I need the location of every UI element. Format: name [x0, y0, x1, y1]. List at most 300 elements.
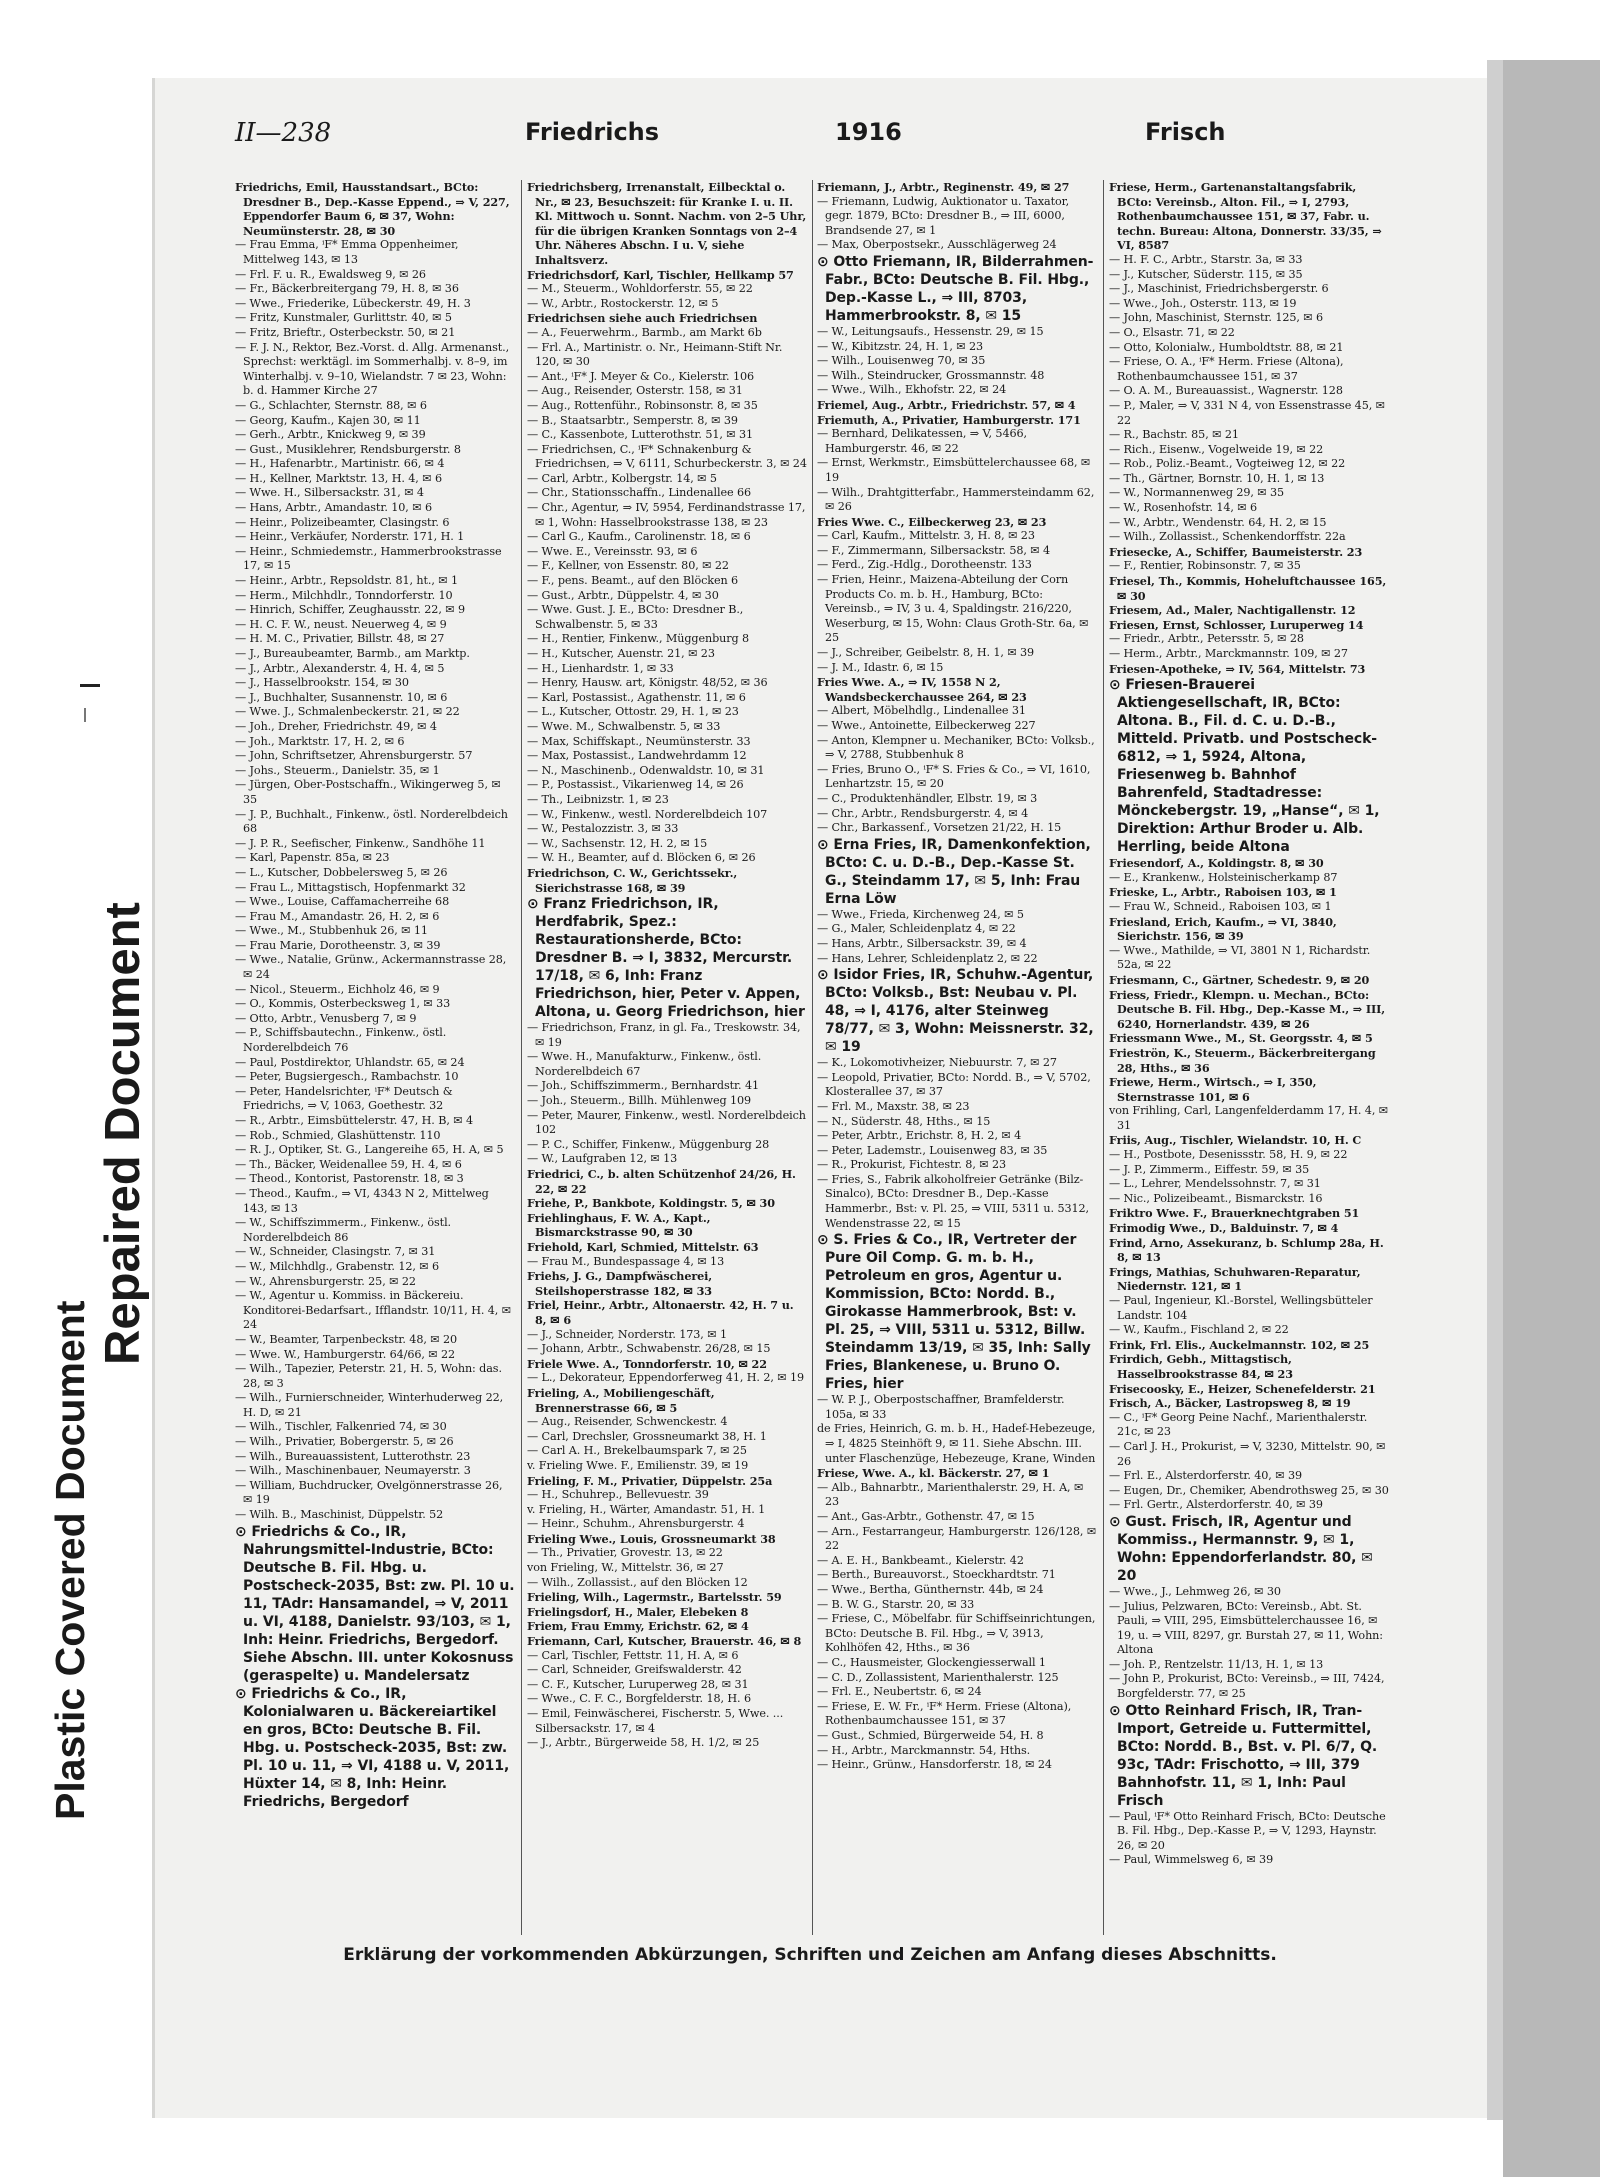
page-number: II—238	[235, 118, 332, 148]
directory-entry: — W., Schiffszimmerm., Finkenw., östl. Norderelbdeich 86	[235, 1216, 451, 1244]
directory-entry: Friemuth, A., Privatier, Hamburgerstr. 171	[817, 412, 1081, 427]
directory-entry: Friedrichsberg, Irrenanstalt, Eilbecktal o. Nr., ✉ 23, Besuchszeit: für Kranke I. u. II. Kl. Mittwoch u. Sonnt. Nachm. von 2–5 Uhr, für die übrigen Kranken Sonntags von 2–4 Uhr. Näheres Abschn. I u. V, siehe Inhaltsverz.	[527, 180, 807, 267]
directory-entry: — W., Arbtr., Wendenstr. 64, H. 2, ✉ 15	[1109, 515, 1327, 529]
directory-entry: — P., Postassist., Vikarienweg 14, ✉ 26	[527, 778, 744, 792]
directory-entry: — A. E. H., Bankbeamt., Kielerstr. 42	[817, 1553, 1024, 1567]
directory-entry: — R. J., Optiker, St. G., Langereihe 65, H. A, ✉ 5	[235, 1143, 504, 1157]
directory-entry: — G., Maler, Schleidenplatz 4, ✉ 22	[817, 922, 1016, 936]
directory-entry: — W., Laufgraben 12, ✉ 13	[527, 1152, 678, 1166]
directory-entry: — Wwe. M., Schwalbenstr. 5, ✉ 33	[527, 719, 721, 733]
directory-column-3	[817, 180, 1097, 1935]
directory-entry: — C. F., Kutscher, Luruperweg 28, ✉ 31	[527, 1677, 749, 1691]
directory-entry: — Max, Postassist., Landwehrdamm 12	[527, 749, 747, 763]
directory-entry: Friemann, Carl, Kutscher, Brauerstr. 46, ✉ 8	[527, 1634, 802, 1649]
directory-entry: Friedrichs, Emil, Hausstandsart., BCto: Dresdner B., Dep.-Kasse Eppend., ⇒ V, 227, Eppendorfer Baum 6, ✉ 37, Wohn: Neumünsterstr. 28, ✉ 30	[235, 180, 510, 238]
directory-entry: — Carl, Arbtr., Kolbergstr. 14, ✉ 5	[527, 471, 717, 485]
directory-entry: — J. P., Zimmerm., Eiffestr. 59, ✉ 35	[1109, 1162, 1310, 1176]
directory-entry: — J., Schneider, Norderstr. 173, ✉ 1	[527, 1327, 727, 1341]
directory-entry: — Wwe., C. F. C., Borgfelderstr. 18, H. 6	[527, 1692, 751, 1706]
directory-entry: Friehs, J. G., Dampfwäscherei, Steilshoperstrasse 182, ✉ 33	[527, 1269, 713, 1298]
directory-entry: — Anton, Klempner u. Mechaniker, BCto: Volksb., ⇒ V, 2788, Stubbenhuk 8	[817, 733, 1095, 762]
directory-entry: Friessmann Wwe., M., St. Georgsstr. 4, ✉ 5	[1109, 1031, 1373, 1046]
directory-entry: — H., Kellner, Marktstr. 13, H. 4, ✉ 6	[235, 471, 442, 485]
directory-entry: Frimodig Wwe., D., Balduinstr. 7, ✉ 4	[1109, 1221, 1339, 1236]
directory-entry: — Ant., Gas-Arbtr., Gothenstr. 47, ✉ 15	[817, 1510, 1035, 1523]
directory-entry: — Ferd., Zig.-Hdlg., Dorotheenstr. 133	[817, 558, 1032, 572]
directory-entry: — Gust., Musiklehrer, Rendsburgerstr. 8	[235, 442, 461, 456]
directory-entry: — W., Ahrensburgerstr. 25, ✉ 22	[235, 1274, 416, 1288]
directory-entry: — J., Schreiber, Geibelstr. 8, H. 1, ✉ 39	[817, 646, 1035, 660]
directory-entry: — Carl, Tischler, Fettstr. 11, H. A, ✉ 6	[527, 1648, 739, 1662]
directory-entry: — Th., Bäcker, Weidenallee 59, H. 4, ✉ 6	[235, 1157, 462, 1171]
directory-entry: — Gust., Arbtr., Düppelstr. 4, ✉ 30	[527, 588, 719, 602]
directory-entry: — K., Lokomotivheizer, Niebuurstr. 7, ✉ 27	[817, 1056, 1057, 1070]
directory-entry: — Joh., Marktstr. 17, H. 2, ✉ 6	[235, 734, 405, 748]
directory-entry: — Chr., Arbtr., Rendsburgerstr. 4, ✉ 4	[817, 806, 1029, 820]
directory-entry: — W., Sachsenstr. 12, H. 2, ✉ 15	[527, 836, 708, 850]
directory-entry: — J., Arbtr., Bürgerweide 58, H. 1/2, ✉ 25	[527, 1736, 760, 1750]
directory-entry: — Frien, Heinr., Maizena-Abteilung der Corn Products Co. m. b. H., Hamburg, BCto: Vereinsb., ⇒ IV, 3 u. 4, Spaldingstr. 216/220, Weserburg, ✉ 15, Wohn: Claus Groth-Str. 6a, ✉ 25	[817, 573, 1089, 645]
directory-entry: — Chr., Stationsschaffn., Lindenallee 66	[527, 486, 751, 500]
directory-entry: ⊙ Otto Reinhard Frisch, IR, Tran-Import, Getreide u. Futtermittel, BCto: Nordd. B., Bst. v. Pl. 6/7, Q. 93c, TAdr: Frischotto, ⇒ III, 379 Bahnhofstr. 11, ✉ 1, Inh: Paul Frisch	[1109, 1702, 1378, 1809]
directory-entry: Frisch, A., Bäcker, Lastropsweg 8, ✉ 19	[1109, 1396, 1351, 1411]
directory-entry: ⊙ S. Fries & Co., IR, Vertreter der Pure Oil Comp. G. m. b. H., Petroleum en gros, Agentur u. Kommission, BCto: Nordd. B., Girokasse Hammerbrook, Bst: v. Pl. 25, ⇒ VIII, 5311 u. 5312, Billw. Steindamm 13/19, ✉ 35, Inh: Sally Fries, Blankenese, u. Bruno O. Fries, hier	[817, 1232, 1091, 1393]
directory-entry: — P., Maler, ⇒ V, 331 N 4, von Essenstrasse 45, ✉ 22	[1109, 398, 1385, 427]
directory-entry: — W., Schneider, Clasingstr. 7, ✉ 31	[235, 1245, 436, 1259]
directory-entry: — Carl A. H., Brekelbaumspark 7, ✉ 25	[527, 1444, 747, 1458]
directory-entry: — Leopold, Privatier, BCto: Nordd. B., ⇒ V, 5702, Klosterallee 37, ✉ 37	[817, 1070, 1091, 1099]
directory-entry: Friedrichsdorf, Karl, Tischler, Hellkamp 57	[527, 267, 794, 282]
directory-entry: — O. A. M., Bureauassist., Wagnerstr. 128	[1109, 384, 1343, 398]
directory-entry: — Frl. M., Maxstr. 38, ✉ 23	[817, 1099, 970, 1113]
directory-entry: — Theod., Kaufm., ⇒ VI, 4343 N 2, Mittelweg 143, ✉ 13	[235, 1186, 489, 1215]
directory-entry: — H., Postbote, Desenissstr. 58, H. 9, ✉ 22	[1109, 1148, 1348, 1162]
directory-entry: Friess, Friedr., Klempn. u. Mechan., BCto: Deutsche B. Fil. Hbg., Dep.-Kasse M., ⇒ III, 6240, Hornerlandstr. 439, ✉ 26	[1109, 987, 1386, 1031]
directory-entry: — J., Arbtr., Alexanderstr. 4, H. 4, ✉ 5	[235, 661, 445, 675]
directory-entry: — O., Elsastr. 71, ✉ 22	[1109, 325, 1235, 339]
directory-entry: Friemann, J., Arbtr., Reginenstr. 49, ✉ 27	[817, 180, 1070, 194]
directory-entry: — Th., Privatier, Grovestr. 13, ✉ 22	[527, 1546, 723, 1560]
directory-entry: — H. C. F. W., neust. Neuerweg 4, ✉ 9	[235, 617, 447, 631]
directory-entry: — Carl J. H., Prokurist, ⇒ V, 3230, Mittelstr. 90, ✉ 26	[1109, 1439, 1386, 1468]
directory-entry: — H., Hafenarbtr., Martinistr. 66, ✉ 4	[235, 457, 445, 471]
directory-entry: ⊙ Gust. Frisch, IR, Agentur und Kommiss., Hermannstr. 9, ✉ 1, Wohn: Eppendorferlandstr. 80, ✉ 20	[1109, 1513, 1373, 1584]
directory-entry: Friedrichsen siehe auch Friedrichsen	[527, 311, 758, 326]
directory-entry: — Karl, Papenstr. 85a, ✉ 23	[235, 851, 390, 865]
directory-entry: — Friedrichson, Franz, in gl. Fa., Treskowstr. 34, ✉ 19	[527, 1021, 801, 1049]
directory-entry: — Wwe. Gust. J. E., BCto: Dresdner B., Schwalbenstr. 5, ✉ 33	[527, 603, 744, 631]
directory-entry: — Wilh., Privatier, Bobergerstr. 5, ✉ 26	[235, 1435, 454, 1449]
directory-entry: Frieströn, K., Steuerm., Bäckerbreitergang 28, Hths., ✉ 36	[1109, 1045, 1376, 1075]
directory-entry: — John, Schriftsetzer, Ahrensburgerstr. 57	[235, 749, 473, 763]
directory-entry: — Wilh., Furnierschneider, Winterhuderweg 22, H. D, ✉ 21	[235, 1391, 504, 1419]
directory-entry: — Gerh., Arbtr., Knickweg 9, ✉ 39	[235, 428, 426, 442]
directory-entry: Friesen-Apotheke, ⇒ IV, 564, Mittelstr. 73	[1109, 661, 1366, 676]
directory-entry: — W., Kibitzstr. 24, H. 1, ✉ 23	[817, 339, 983, 353]
directory-entry: Friel, Heinr., Arbtr., Altonaerstr. 42, H. 7 u. 8, ✉ 6	[527, 1298, 794, 1327]
directory-entry: — H., Lienhardstr. 1, ✉ 33	[527, 661, 674, 675]
running-header	[235, 118, 1275, 162]
directory-entry: — Emil, Feinwäscherei, Fischerstr. 5, Wwe. ... Silbersackstr. 17, ✉ 4	[527, 1707, 784, 1735]
directory-entry: — Rob., Poliz.-Beamt., Vogteiweg 12, ✉ 22	[1109, 457, 1346, 471]
directory-entry: — W., Pestalozzistr. 3, ✉ 33	[527, 822, 679, 836]
directory-entry: — J., Kutscher, Süderstr. 115, ✉ 35	[1109, 267, 1303, 281]
directory-entry: — Frau Emma, ⁱF* Emma Oppenheimer, Mittelweg 143, ✉ 13	[235, 238, 459, 266]
directory-entry: — Wilh., Maschinenbauer, Neumayerstr. 3	[235, 1464, 471, 1478]
directory-entry: — Otto, Kolonialw., Humboldtstr. 88, ✉ 21	[1109, 340, 1344, 354]
directory-entry: — Joh. P., Rentzelstr. 11/13, H. 1, ✉ 13	[1109, 1657, 1324, 1671]
directory-entry: — F., Zimmermann, Silbersackstr. 58, ✉ 4	[817, 543, 1051, 557]
directory-entry: — Rich., Eisenw., Vogelweide 19, ✉ 22	[1109, 442, 1324, 456]
directory-entry: — Arn., Festarrangeur, Hamburgerstr. 126/128, ✉ 22	[817, 1524, 1097, 1553]
directory-entry: — Paul, Wimmelsweg 6, ✉ 39	[1109, 1853, 1274, 1867]
directory-entry: — Nic., Polizeibeamt., Bismarckstr. 16	[1109, 1191, 1323, 1205]
directory-entry: Frisecoosky, E., Heizer, Schenefelderstr. 21	[1109, 1381, 1376, 1396]
directory-entry: — Frl. A., Martinistr. o. Nr., Heimann-Stift Nr. 120, ✉ 30	[527, 340, 783, 369]
directory-entry: — R., Prokurist, Fichtestr. 8, ✉ 23	[817, 1158, 1006, 1172]
directory-entry: — Heinr., Arbtr., Repsoldstr. 81, ht., ✉ 1	[235, 574, 459, 588]
directory-entry: — Wilh., Louisenweg 70, ✉ 35	[817, 354, 986, 368]
directory-entry: Friesecke, A., Schiffer, Baumeisterstr. 23	[1109, 544, 1363, 559]
directory-entry: — E., Krankenw., Holsteinischerkamp 87	[1109, 870, 1338, 884]
directory-entry: — Otto, Arbtr., Venusberg 7, ✉ 9	[235, 1011, 417, 1025]
directory-entry: — Herm., Milchhdlr., Tonndorferstr. 10	[235, 588, 453, 602]
abbreviations-note: Erklärung der vorkommenden Abkürzungen, Schriften und Zeichen am Anfang dieses Abschnitts.	[343, 1945, 1277, 1965]
directory-entry: Frieling, A., Mobiliengeschäft, Brennerstrasse 66, ✉ 5	[527, 1385, 715, 1415]
directory-entry: — W., Kaufm., Fischland 2, ✉ 22	[1109, 1323, 1289, 1337]
directory-entry: — Wwe., Frieda, Kirchenweg 24, ✉ 5	[817, 907, 1024, 921]
directory-entry: Frieling, Wilh., Lagermstr., Bartelsstr. 59	[527, 1590, 782, 1605]
directory-entry: — Heinr., Polizeibeamter, Clasingstr. 6	[235, 515, 450, 529]
directory-entry: — Ant., ⁱF* J. Meyer & Co., Kielerstr. 106	[527, 369, 755, 383]
directory-entry: — Wilh., Zollassist., auf den Blöcken 12	[527, 1575, 748, 1589]
directory-entry: — C., Kassenbote, Lutterothstr. 51, ✉ 31	[527, 428, 754, 442]
directory-entry: — Wwe., M., Stubbenhuk 26, ✉ 11	[235, 924, 428, 938]
directory-entry: — Heinr., Schmiedemstr., Hammerbrookstrasse 17, ✉ 15	[235, 544, 502, 573]
directory-entry: — Frau L., Mittagstisch, Hopfenmarkt 32	[235, 880, 466, 894]
directory-entry: v. Frieling, H., Wärter, Amandastr. 51, H. 1	[527, 1502, 766, 1516]
directory-entry: — John P., Prokurist, BCto: Vereinsb., ⇒ III, 7424, Borgfelderstr. 77, ✉ 25	[1109, 1672, 1385, 1701]
repaired-document-label: Repaired Document	[96, 902, 150, 1365]
directory-entry: — W., Leitungsaufs., Hessenstr. 29, ✉ 15	[817, 324, 1044, 338]
directory-entry: — Georg, Kaufm., Kajen 30, ✉ 11	[235, 413, 421, 427]
directory-entry: — J., Maschinist, Friedrichsbergerstr. 6	[1109, 282, 1329, 296]
directory-entry: — Chr., Barkassenf., Vorsetzen 21/22, H. 15	[817, 821, 1062, 835]
directory-entry: — Friedrichsen, C., ⁱF* Schnakenburg & Friedrichsen, ⇒ V, 6111, Schurbeckerstr. 3, ✉ 24	[527, 442, 807, 471]
directory-entry: — A., Feuerwehrm., Barmb., am Markt 6b	[527, 325, 762, 339]
directory-entry: ⊙ Friesen-Brauerei Aktiengesellschaft, IR, BCto: Altona. B., Fil. d. C. u. D.-B., Mitteld. Privatb. und Postscheck-6812, ⇒ 1, 5924, Altona, Friesenweg b. Bahnhof Bahrenfeld, Stadtadresse: Mönckebergstr. 19, „Hanse“, ✉ 1, Direktion: Arthur Broder u. Alb. Herrling, beide Altona	[1109, 677, 1380, 856]
directory-entry: Friele Wwe. A., Tonndorferstr. 10, ✉ 22	[527, 1356, 767, 1371]
directory-entry: — N., Süderstr. 48, Hths., ✉ 15	[817, 1114, 991, 1128]
directory-entry: — H., Rentier, Finkenw., Müggenburg 8	[527, 632, 750, 646]
directory-entry: — C., Produktenhändler, Elbstr. 19, ✉ 3	[817, 791, 1038, 805]
directory-entry: — W. H., Beamter, auf d. Blöcken 6, ✉ 26	[527, 851, 756, 865]
directory-entry: Frieling Wwe., Louis, Grossneumarkt 38	[527, 1531, 776, 1546]
directory-entry: — Chr., Agentur, ⇒ IV, 5954, Ferdinandstrasse 17, ✉ 1, Wohn: Hasselbrookstrasse 138, ✉ 23	[527, 501, 806, 529]
directory-entry: Frirdich, Gebh., Mittagstisch, Hasselbrookstrasse 84, ✉ 23	[1109, 1352, 1293, 1381]
directory-entry: — Fritz, Kunstmaler, Gurlittstr. 40, ✉ 5	[235, 311, 452, 325]
directory-entry: — Fr., Bäckerbreitergang 79, H. 8, ✉ 36	[235, 282, 459, 296]
directory-entry: — N., Maschinenb., Odenwaldstr. 10, ✉ 31	[527, 763, 765, 777]
directory-entry: — J., Bureaubeamter, Barmb., am Marktp.	[235, 647, 470, 660]
directory-entry: Friesel, Th., Kommis, Hoheluftchaussee 165, ✉ 30	[1109, 574, 1387, 603]
directory-entry: — Peter, Handelsrichter, ⁱF* Deutsch & Friedrichs, ⇒ V, 1063, Goethestr. 32	[235, 1084, 453, 1113]
directory-entry: — Ernst, Werkmstr., Eimsbüttelerchaussee 68, ✉ 19	[817, 456, 1091, 484]
directory-entry: — Wilh., Bureauassistent, Lutterothstr. 23	[235, 1449, 471, 1463]
directory-entry: — W., Rosenhofstr. 14, ✉ 6	[1109, 501, 1258, 515]
directory-entry: — Carl, Kaufm., Mittelstr. 3, H. 8, ✉ 23	[817, 529, 1035, 543]
directory-entry: — Karl, Postassist., Agathenstr. 11, ✉ 6	[527, 690, 746, 704]
directory-entry: Frind, Arno, Assekuranz, b. Schlump 28a, H. 8, ✉ 13	[1109, 1235, 1384, 1265]
directory-entry: Friem, Frau Emmy, Erichstr. 62, ✉ 4	[527, 1619, 749, 1634]
directory-entry: — F. J. N., Rektor, Bez.-Vorst. d. Allg. Armenanst., Sprechst: werktägl. im Sommerhalbj. v. 8–9, im Winterhalbj. v. 9–10, Wielandstr. 7 ✉ 23, Wohn: b. d. Hammer Kirche 27	[235, 340, 510, 398]
directory-entry: — M., Steuerm., Wohldorferstr. 55, ✉ 22	[527, 282, 753, 296]
column-divider	[812, 180, 813, 1935]
directory-entry: — L., Kutscher, Dobbelersweg 5, ✉ 26	[235, 865, 448, 879]
directory-entry: — P., Schiffsbautechn., Finkenw., östl. Norderelbdeich 76	[235, 1026, 447, 1055]
directory-entry: — Friese, C., Möbelfabr. für Schiffseinrichtungen, BCto: Deutsche B. Fil. Hbg., ⇒ V, 3913, Kohlhöfen 42, Hths., ✉ 36	[817, 1612, 1096, 1655]
directory-entry: Frings, Mathias, Schuhwaren-Reparatur, Niedernstr. 121, ✉ 1	[1109, 1264, 1361, 1294]
header-last-word: Frisch	[1145, 118, 1226, 146]
directory-entry: ⊙ Otto Friemann, IR, Bilderrahmen-Fabr., BCto: Deutsche B. Fil. Hbg., Dep.-Kasse L., ⇒ III, 8703, Hammerbrookstr. 8, ✉ 15	[817, 253, 1094, 324]
column-divider	[521, 180, 522, 1935]
directory-entry: — Wilh. B., Maschinist, Düppelstr. 52	[235, 1508, 444, 1522]
directory-entry: — Wilh., Tischler, Falkenried 74, ✉ 30	[235, 1420, 447, 1434]
directory-entry: — H., Kutscher, Auenstr. 21, ✉ 23	[527, 647, 715, 660]
directory-entry: — J. P., Buchhalt., Finkenw., östl. Norderelbdeich 68	[235, 807, 508, 836]
directory-entry: — Wwe. J., Schmalenbeckerstr. 21, ✉ 22	[235, 705, 460, 719]
directory-entry: — L., Dekorateur, Eppendorferweg 41, H. 2, ✉ 19	[527, 1371, 805, 1385]
header-first-word: Friedrichs	[525, 118, 660, 146]
directory-entry: — Hans, Lehrer, Schleidenplatz 2, ✉ 22	[817, 951, 1038, 965]
side-labels	[35, 660, 150, 1820]
page-edge-shadow	[1487, 60, 1503, 2120]
directory-entry: — W. P. J., Oberpostschaffner, Bramfelderstr. 105a, ✉ 33	[817, 1393, 1065, 1421]
directory-entry: — Wwe., Mathilde, ⇒ VI, 3801 N 1, Richardstr. 52a, ✉ 22	[1109, 943, 1371, 972]
directory-entry: — H. M. C., Privatier, Billstr. 48, ✉ 27	[235, 632, 445, 646]
directory-entry: — Aug., Reisender, Osterstr. 158, ✉ 31	[527, 384, 743, 398]
directory-entry: — Johs., Steuerm., Danielstr. 35, ✉ 1	[235, 763, 440, 777]
directory-entry: Friese, Wwe. A., kl. Bäckerstr. 27, ✉ 1	[817, 1466, 1050, 1481]
directory-entry: — Paul, Ingenieur, Kl.-Borstel, Wellingsbütteler Landstr. 104	[1109, 1294, 1373, 1322]
column-divider	[1103, 180, 1104, 1935]
directory-entry: — Carl, Schneider, Greifswalderstr. 42	[527, 1663, 742, 1677]
directory-entry: Friesen, Ernst, Schlosser, Luruperweg 14	[1109, 617, 1364, 632]
directory-entry: — Frau Marie, Dorotheenstr. 3, ✉ 39	[235, 938, 441, 952]
directory-entry: — William, Buchdrucker, Ovelgönnerstrasse 26, ✉ 19	[235, 1478, 503, 1507]
directory-entry: von Frieling, W., Mittelstr. 36, ✉ 27	[527, 1561, 724, 1575]
directory-entry: — H., Arbtr., Marckmannstr. 54, Hths.	[817, 1743, 1031, 1757]
directory-entry: — Frl. E., Neubertstr. 6, ✉ 24	[817, 1685, 982, 1699]
directory-entry: — Wwe., Joh., Osterstr. 113, ✉ 19	[1109, 296, 1297, 310]
directory-entry: ⊙ Friedrichs & Co., IR, Nahrungsmittel-Industrie, BCto: Deutsche B. Fil. Hbg. u. Postscheck-2035, Bst: zw. Pl. 10 u. 11, TAdr: Hansamandel, ⇒ V, 2011 u. VI, 4188, Danielstr. 93/103, ✉ 1, Inh: Heinr. Friedrichs, Bergedorf. Siehe Abschn. III. unter Kokosnuss (geraspelte) u. Mandelersatz	[235, 1523, 515, 1684]
directory-entry: — Paul, ⁱF* Otto Reinhard Frisch, BCto: Deutsche B. Fil. Hbg., Dep.-Kasse P., ⇒ V, 1293, Haynstr. 26, ✉ 20	[1109, 1809, 1386, 1852]
directory-entry: — H., Schuhrep., Bellevuestr. 39	[527, 1488, 709, 1502]
directory-entry: Fries Wwe. C., Eilbeckerweg 23, ✉ 23	[817, 514, 1047, 529]
directory-entry: — Wwe., Antoinette, Eilbeckerweg 227	[817, 719, 1036, 732]
directory-entry: — Peter, Maurer, Finkenw., westl. Norderelbdeich 102	[527, 1108, 806, 1137]
scan-background-strip	[1503, 60, 1600, 2177]
directory-entry: — W., Finkenw., westl. Norderelbdeich 107	[527, 807, 768, 821]
directory-entry: — Wwe., Friederike, Lübeckerstr. 49, H. 3	[235, 296, 471, 310]
directory-entry: Friedrichson, C. W., Gerichtssekr., Sierichstrasse 168, ✉ 39	[527, 865, 738, 895]
directory-entry: de Fries, Heinrich, G. m. b. H., Hadef-Hebezeuge, ⇒ I, 4825 Steinhöft 9, ✉ 11. Siehe Abschn. III. unter Flaschenzüge, Hebezeuge, Krane, Winden	[817, 1422, 1096, 1465]
directory-entry: — Aug., Reisender, Schwenckestr. 4	[527, 1415, 728, 1429]
directory-entry: — Nicol., Steuerm., Eichholz 46, ✉ 9	[235, 982, 440, 996]
directory-entry: — Paul, Postdirektor, Uhlandstr. 65, ✉ 24	[235, 1055, 465, 1069]
directory-entry: — Peter, Bugsiergesch., Rambachstr. 10	[235, 1070, 459, 1084]
directory-entry: — Joh., Schiffszimmerm., Bernhardstr. 41	[527, 1079, 759, 1093]
directory-entry: — F., Rentier, Robinsonstr. 7, ✉ 35	[1109, 559, 1301, 573]
directory-entry: — F., pens. Beamt., auf den Blöcken 6	[527, 574, 739, 588]
directory-entry: — Heinr., Schuhm., Ahrensburgerstr. 4	[527, 1517, 745, 1531]
directory-entry: — Peter, Arbtr., Erichstr. 8, H. 2, ✉ 4	[817, 1129, 1022, 1143]
directory-entry: — Wwe., Bertha, Günthernstr. 44b, ✉ 24	[817, 1582, 1044, 1596]
directory-column-2	[527, 180, 807, 1935]
directory-entry: — J., Buchhalter, Susannenstr. 10, ✉ 6	[235, 690, 448, 704]
directory-entry: — W., Beamter, Tarpenbeckstr. 48, ✉ 20	[235, 1332, 458, 1346]
directory-entry: — Bernhard, Delikatessen, ⇒ V, 5466, Hamburgerstr. 46, ✉ 22	[817, 427, 1027, 455]
directory-entry: — Aug., Rottenführ., Robinsonstr. 8, ✉ 35	[527, 398, 758, 412]
directory-entry: ⊙ Franz Friedrichson, IR, Herdfabrik, Spez.: Restaurationsherde, BCto: Dresdner B. ⇒ I, 3832, Mercurstr. 17/18, ✉ 6, Inh: Franz Friedrichson, hier, Peter v. Appen, Altona, u. Georg Friedrichson, hier	[527, 896, 805, 1021]
directory-entry: — Hinrich, Schiffer, Zeughausstr. 22, ✉ 9	[235, 603, 465, 617]
directory-entry: Friis, Aug., Tischler, Wielandstr. 10, H. C	[1109, 1133, 1362, 1148]
directory-entry: Friese, Herm., Gartenanstaltangsfabrik, BCto: Vereinsb., Alton. Fil., ⇒ I, 2793, Rothenbaumchaussee 151, ✉ 37, Fabr. u. techn. Bureau: Altona, Donnerstr. 33/35, ⇒ VI, 8587	[1109, 180, 1382, 253]
directory-entry: — J. P. R., Seefischer, Finkenw., Sandhöhe 11	[235, 836, 486, 850]
directory-entry: Frieske, L., Arbtr., Raboisen 103, ✉ 1	[1109, 885, 1337, 900]
directory-entry: — Heinr., Verkäufer, Norderstr. 171, H. 1	[235, 530, 465, 544]
directory-entry: — G., Schlachter, Sternstr. 88, ✉ 6	[235, 398, 427, 412]
directory-entry: — Friese, E. W. Fr., ⁱF* Herm. Friese (Altona), Rothenbaumchaussee 151, ✉ 37	[817, 1699, 1072, 1728]
directory-entry: — Friese, O. A., ⁱF* Herm. Friese (Altona), Rothenbaumchaussee 151, ✉ 37	[1109, 355, 1344, 383]
directory-entry: — Hans, Arbtr., Amandastr. 10, ✉ 6	[235, 501, 432, 515]
directory-entry: — L., Kutscher, Ottostr. 29, H. 1, ✉ 23	[527, 705, 739, 719]
directory-entry: Frink, Frl. Elis., Auckelmannstr. 102, ✉ 25	[1109, 1337, 1370, 1352]
directory-entry: Friehold, Karl, Schmied, Mittelstr. 63	[527, 1240, 759, 1254]
directory-entry: Friehlinghaus, F. W. A., Kapt., Bismarckstrasse 90, ✉ 30	[527, 1210, 711, 1240]
directory-entry: — Carl, Drechsler, Grossneumarkt 38, H. 1	[527, 1429, 767, 1443]
directory-entry: — R., Arbtr., Eimsbüttelerstr. 47, H. B, ✉ 4	[235, 1114, 473, 1127]
directory-entry: — Julius, Pelzwaren, BCto: Vereinsb., Abt. St. Pauli, ⇒ VIII, 295, Eimsbüttelerchaussee 16, ✉ 19, u. ⇒ VIII, 8297, gr. Burstah 27, ✉ 11, Wohn: Altona	[1109, 1599, 1383, 1657]
directory-entry: — Th., Gärtner, Bornstr. 10, H. 1, ✉ 13	[1109, 471, 1325, 485]
directory-entry: — Berth., Bureauvorst., Stoeckhardtstr. 71	[817, 1568, 1056, 1582]
directory-entry: Fries Wwe. A., ⇒ IV, 1558 N 2, Wandsbeckerchaussee 264, ✉ 23	[817, 675, 1027, 704]
directory-entry: — Friemann, Ludwig, Auktionator u. Taxator, gegr. 1879, BCto: Dresdner B., ⇒ III, 6000, Brandsende 27, ✉ 1	[817, 194, 1070, 237]
directory-entry: — Wwe., Natalie, Grünw., Ackermannstrasse 28, ✉ 24	[235, 953, 507, 982]
directory-entry: — L., Lehrer, Mendelssohnstr. 7, ✉ 31	[1109, 1177, 1321, 1191]
directory-entry: — B., Staatsarbtr., Semperstr. 8, ✉ 39	[527, 413, 738, 427]
directory-entry: — W., Arbtr., Rostockerstr. 12, ✉ 5	[527, 296, 719, 310]
directory-entry: — Johann, Arbtr., Schwabenstr. 26/28, ✉ 15	[527, 1342, 771, 1356]
directory-entry: — H. F. C., Arbtr., Starstr. 3a, ✉ 33	[1109, 252, 1303, 266]
directory-entry: — P. C., Schiffer, Finkenw., Müggenburg 28	[527, 1137, 770, 1151]
margin-mark	[84, 708, 86, 722]
directory-entry: — Frau M., Bundespassage 4, ✉ 13	[527, 1254, 725, 1268]
directory-entry: — John, Maschinist, Sternstr. 125, ✉ 6	[1109, 311, 1324, 325]
directory-entry: — C., Hausmeister, Glockengiesserwall 1	[817, 1655, 1046, 1669]
header-year: 1916	[835, 118, 902, 146]
directory-entry: — Wwe., Louise, Caffamacherreihe 68	[235, 895, 450, 909]
plastic-covered-label: Plastic Covered Document	[47, 1300, 93, 1820]
directory-entry: — Fritz, Brieftr., Osterbeckstr. 50, ✉ 21	[235, 325, 456, 339]
directory-entry: Friesmann, C., Gärtner, Schedestr. 9, ✉ 20	[1109, 972, 1370, 987]
directory-entry: — Alb., Bahnarbtr., Marienthalerstr. 29, H. A, ✉ 23	[817, 1480, 1084, 1509]
directory-entry: — Joh., Dreher, Friedrichstr. 49, ✉ 4	[235, 719, 437, 733]
directory-entry: — Frau W., Schneid., Raboisen 103, ✉ 1	[1109, 899, 1332, 913]
directory-entry: — J. M., Idastr. 6, ✉ 15	[817, 660, 944, 674]
directory-entry: — Wwe., J., Lehmweg 26, ✉ 30	[1109, 1584, 1281, 1598]
directory-entry: Friehe, P., Bankbote, Koldingstr. 5, ✉ 30	[527, 1196, 775, 1211]
directory-entry: — Wilh., Steindrucker, Grossmannstr. 48	[817, 368, 1045, 382]
directory-columns	[235, 180, 1390, 1935]
directory-entry: — Herm., Arbtr., Marckmannstr. 109, ✉ 27	[1109, 647, 1348, 660]
directory-entry: Friemel, Aug., Arbtr., Friedrichstr. 57, ✉ 4	[817, 397, 1076, 412]
directory-entry: — R., Bachstr. 85, ✉ 21	[1109, 428, 1239, 442]
directory-entry: Friesem, Ad., Maler, Nachtigallenstr. 12	[1109, 603, 1356, 618]
directory-entry: Friesendorf, A., Koldingstr. 8, ✉ 30	[1109, 856, 1324, 871]
margin-mark	[80, 684, 100, 687]
directory-entry: — Wwe. H., Silbersackstr. 31, ✉ 4	[235, 486, 424, 500]
directory-entry: — Wwe., Wilh., Ekhofstr. 22, ✉ 24	[817, 383, 1007, 397]
directory-entry: ⊙ Friedrichs & Co., IR, Kolonialwaren u. Bäckereiartikel en gros, BCto: Deutsche B. Fil. Hbg. u. Postscheck-2035, Bst: zw. Pl. 10 u. 11, ⇒ VI, 4188 u. V, 2011, Hüxter 14, ✉ 8, Inh: Heinr. Friedrichs, Bergedorf	[235, 1685, 510, 1810]
directory-entry: — Joh., Steuerm., Billh. Mühlenweg 109	[527, 1094, 752, 1108]
directory-entry: — Heinr., Grünw., Hansdorferstr. 18, ✉ 24	[817, 1758, 1052, 1772]
directory-entry: — B. W. G., Starstr. 20, ✉ 33	[817, 1597, 975, 1611]
directory-entry: Friesland, Erich, Kaufm., ⇒ VI, 3840, Sierichstr. 156, ✉ 39	[1109, 914, 1337, 944]
directory-entry: — Wilh., Drahtgitterfabr., Hammersteindamm 62, ✉ 26	[817, 485, 1095, 514]
directory-entry: von Frihling, Carl, Langenfelderdamm 17, H. 4, ✉ 31	[1109, 1104, 1389, 1132]
directory-entry: — Rob., Schmied, Glashüttenstr. 110	[235, 1128, 441, 1142]
directory-entry: — Wilh., Zollassist., Schenkendorffstr. 22a	[1109, 530, 1346, 544]
directory-entry: — Carl G., Kaufm., Carolinenstr. 18, ✉ 6	[527, 530, 751, 544]
directory-entry: — W., Normannenweg 29, ✉ 35	[1109, 486, 1285, 500]
directory-entry: — Frl. Gertr., Alsterdorferstr. 40, ✉ 39	[1109, 1498, 1323, 1512]
directory-entry: ⊙ Isidor Fries, IR, Schuhw.-Agentur, BCto: Volksb., Bst: Neubau v. Pl. 48, ⇒ I, 4176, alter Steinweg 78/77, ✉ 3, Wohn: Meissnerstr. 32, ✉ 19	[817, 967, 1094, 1056]
directory-entry: — Wwe. E., Vereinsstr. 93, ✉ 6	[527, 544, 698, 558]
directory-entry: — O., Kommis, Osterbecksweg 1, ✉ 33	[235, 997, 451, 1011]
directory-entry: v. Frieling Wwe. F., Emilienstr. 39, ✉ 19	[527, 1458, 749, 1472]
directory-entry: — F., Kellner, von Essenstr. 80, ✉ 22	[527, 559, 729, 573]
directory-entry: Friktro Wwe. F., Brauerknechtgraben 51	[1109, 1206, 1360, 1221]
directory-entry: — J., Hasselbrookstr. 154, ✉ 30	[235, 676, 409, 690]
directory-entry: — Max, Oberpostsekr., Ausschlägerweg 24	[817, 238, 1057, 252]
directory-entry: — Th., Leibnizstr. 1, ✉ 23	[527, 792, 669, 806]
directory-entry: — Gust., Schmied, Bürgerweide 54, H. 8	[817, 1728, 1044, 1742]
directory-entry: — Frl. F. u. R., Ewaldsweg 9, ✉ 26	[235, 267, 426, 281]
directory-column-4	[1109, 180, 1389, 1935]
directory-entry: — Wwe. H., Manufakturw., Finkenw., östl. Norderelbdeich 67	[527, 1050, 762, 1078]
directory-entry: — W., Milchhdlg., Grabenstr. 12, ✉ 6	[235, 1259, 440, 1273]
directory-entry: — Fries, S., Fabrik alkoholfreier Getränke (Bilz-Sinalco), BCto: Dresdner B., Dep.-Kasse Hammerbr., Bst: v. Pl. 25, ⇒ VIII, 5311 u. 5312, Wendenstrasse 22, ✉ 15	[817, 1172, 1089, 1230]
directory-entry: — C. D., Zollassistent, Marienthalerstr. 125	[817, 1670, 1059, 1684]
directory-entry: — Wilh., Tapezier, Peterstr. 21, H. 5, Wohn: das. 28, ✉ 3	[235, 1362, 502, 1390]
directory-entry: — Eugen, Dr., Chemiker, Abendrothsweg 25, ✉ 30	[1109, 1483, 1389, 1497]
directory-entry: — Frl. E., Alsterdorferstr. 40, ✉ 39	[1109, 1469, 1302, 1483]
directory-entry: Frielingsdorf, H., Maler, Elebeken 8	[527, 1604, 749, 1619]
directory-entry: — Wwe. W., Hamburgerstr. 64/66, ✉ 22	[235, 1347, 456, 1361]
directory-entry: — Frau M., Amandastr. 26, H. 2, ✉ 6	[235, 909, 440, 923]
directory-entry: — Hans, Arbtr., Silbersackstr. 39, ✉ 4	[817, 936, 1027, 950]
directory-entry: Friedrici, C., b. alten Schützenhof 24/26, H. 22, ✉ 22	[527, 1167, 796, 1196]
directory-entry: — Jürgen, Ober-Postschaffn., Wikingerweg 5, ✉ 35	[235, 778, 501, 806]
directory-entry: — Fries, Bruno O., ⁱF* S. Fries & Co., ⇒ VI, 1610, Lenhartzstr. 15, ✉ 20	[817, 762, 1091, 791]
directory-entry: — Henry, Hausw. art, Königstr. 48/52, ✉ 36	[527, 676, 768, 690]
directory-entry: — Peter, Lademstr., Louisenweg 83, ✉ 35	[817, 1143, 1048, 1157]
directory-entry: ⊙ Erna Fries, IR, Damenkonfektion, BCto: C. u. D.-B., Dep.-Kasse St. G., Steindamm 17, ✉ 5, Inh: Frau Erna Löw	[817, 836, 1091, 907]
directory-column-1	[235, 180, 515, 1935]
directory-entry: Frieling, F. M., Privatier, Düppelstr. 25a	[527, 1473, 773, 1488]
directory-entry: — Friedr., Arbtr., Petersstr. 5, ✉ 28	[1109, 632, 1304, 646]
